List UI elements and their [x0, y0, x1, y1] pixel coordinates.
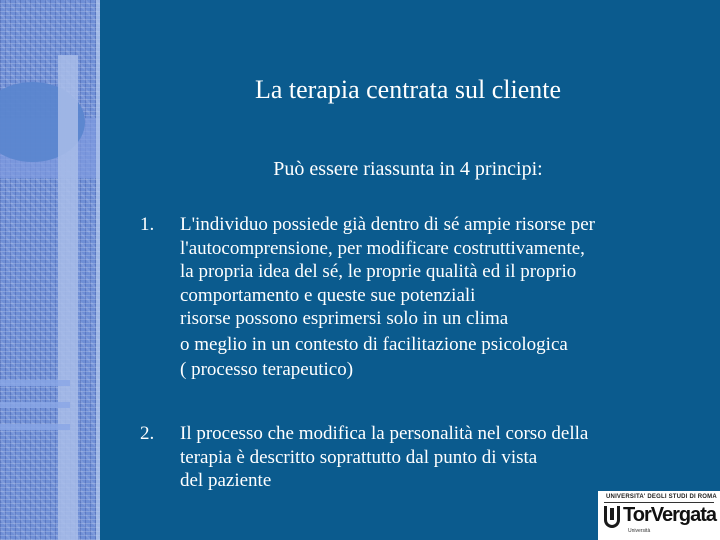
text-line: o meglio in un contesto di facilitazione psicologica: [180, 333, 568, 355]
slide-title: La terapia centrata sul cliente: [254, 75, 562, 104]
text-line: ( processo terapeutico): [180, 359, 354, 380]
slide-subtitle: Può essere riassunta in 4 principi:: [273, 158, 543, 180]
decorative-side-strip: [0, 0, 100, 540]
text-line: L'individuo possiede già dentro di sé ampie risorse per: [180, 214, 595, 235]
text-line: del paziente: [180, 470, 272, 491]
decorative-line: [0, 380, 70, 386]
list-item-number: 1.: [140, 214, 155, 235]
text-line: Il processo che modifica la personalità nel corso della: [180, 423, 589, 444]
list-item-text: [180, 422, 720, 493]
text-line: comportamento e queste sue potenziali: [180, 284, 476, 306]
text-line: risorse possono esprimersi solo in un clima: [180, 308, 509, 329]
logo-divider: [604, 502, 714, 503]
decorative-line: [0, 402, 70, 408]
logo-subtext: Università: [628, 528, 651, 534]
text-line: la propria idea del sé, le proprie qualità ed il proprio: [180, 261, 577, 282]
decorative-vertical-bar: [58, 55, 78, 540]
text-line: terapia è descritto soprattutto dal punto di vista: [180, 446, 538, 468]
tor-vergata-emblem-icon: [604, 506, 620, 528]
university-logo: [598, 491, 720, 540]
decorative-line: [0, 424, 70, 430]
text-line: l'autocomprensione, per modificare costruttivamente,: [180, 237, 585, 259]
logo-wordmark: TorVergata: [623, 504, 716, 526]
list-item-text: [180, 213, 720, 382]
logo-university-name: UNIVERSITA' DEGLI STUDI DI ROMA: [606, 494, 717, 500]
decorative-strip-edge: [96, 0, 100, 540]
list-item-number: 2.: [140, 423, 155, 444]
